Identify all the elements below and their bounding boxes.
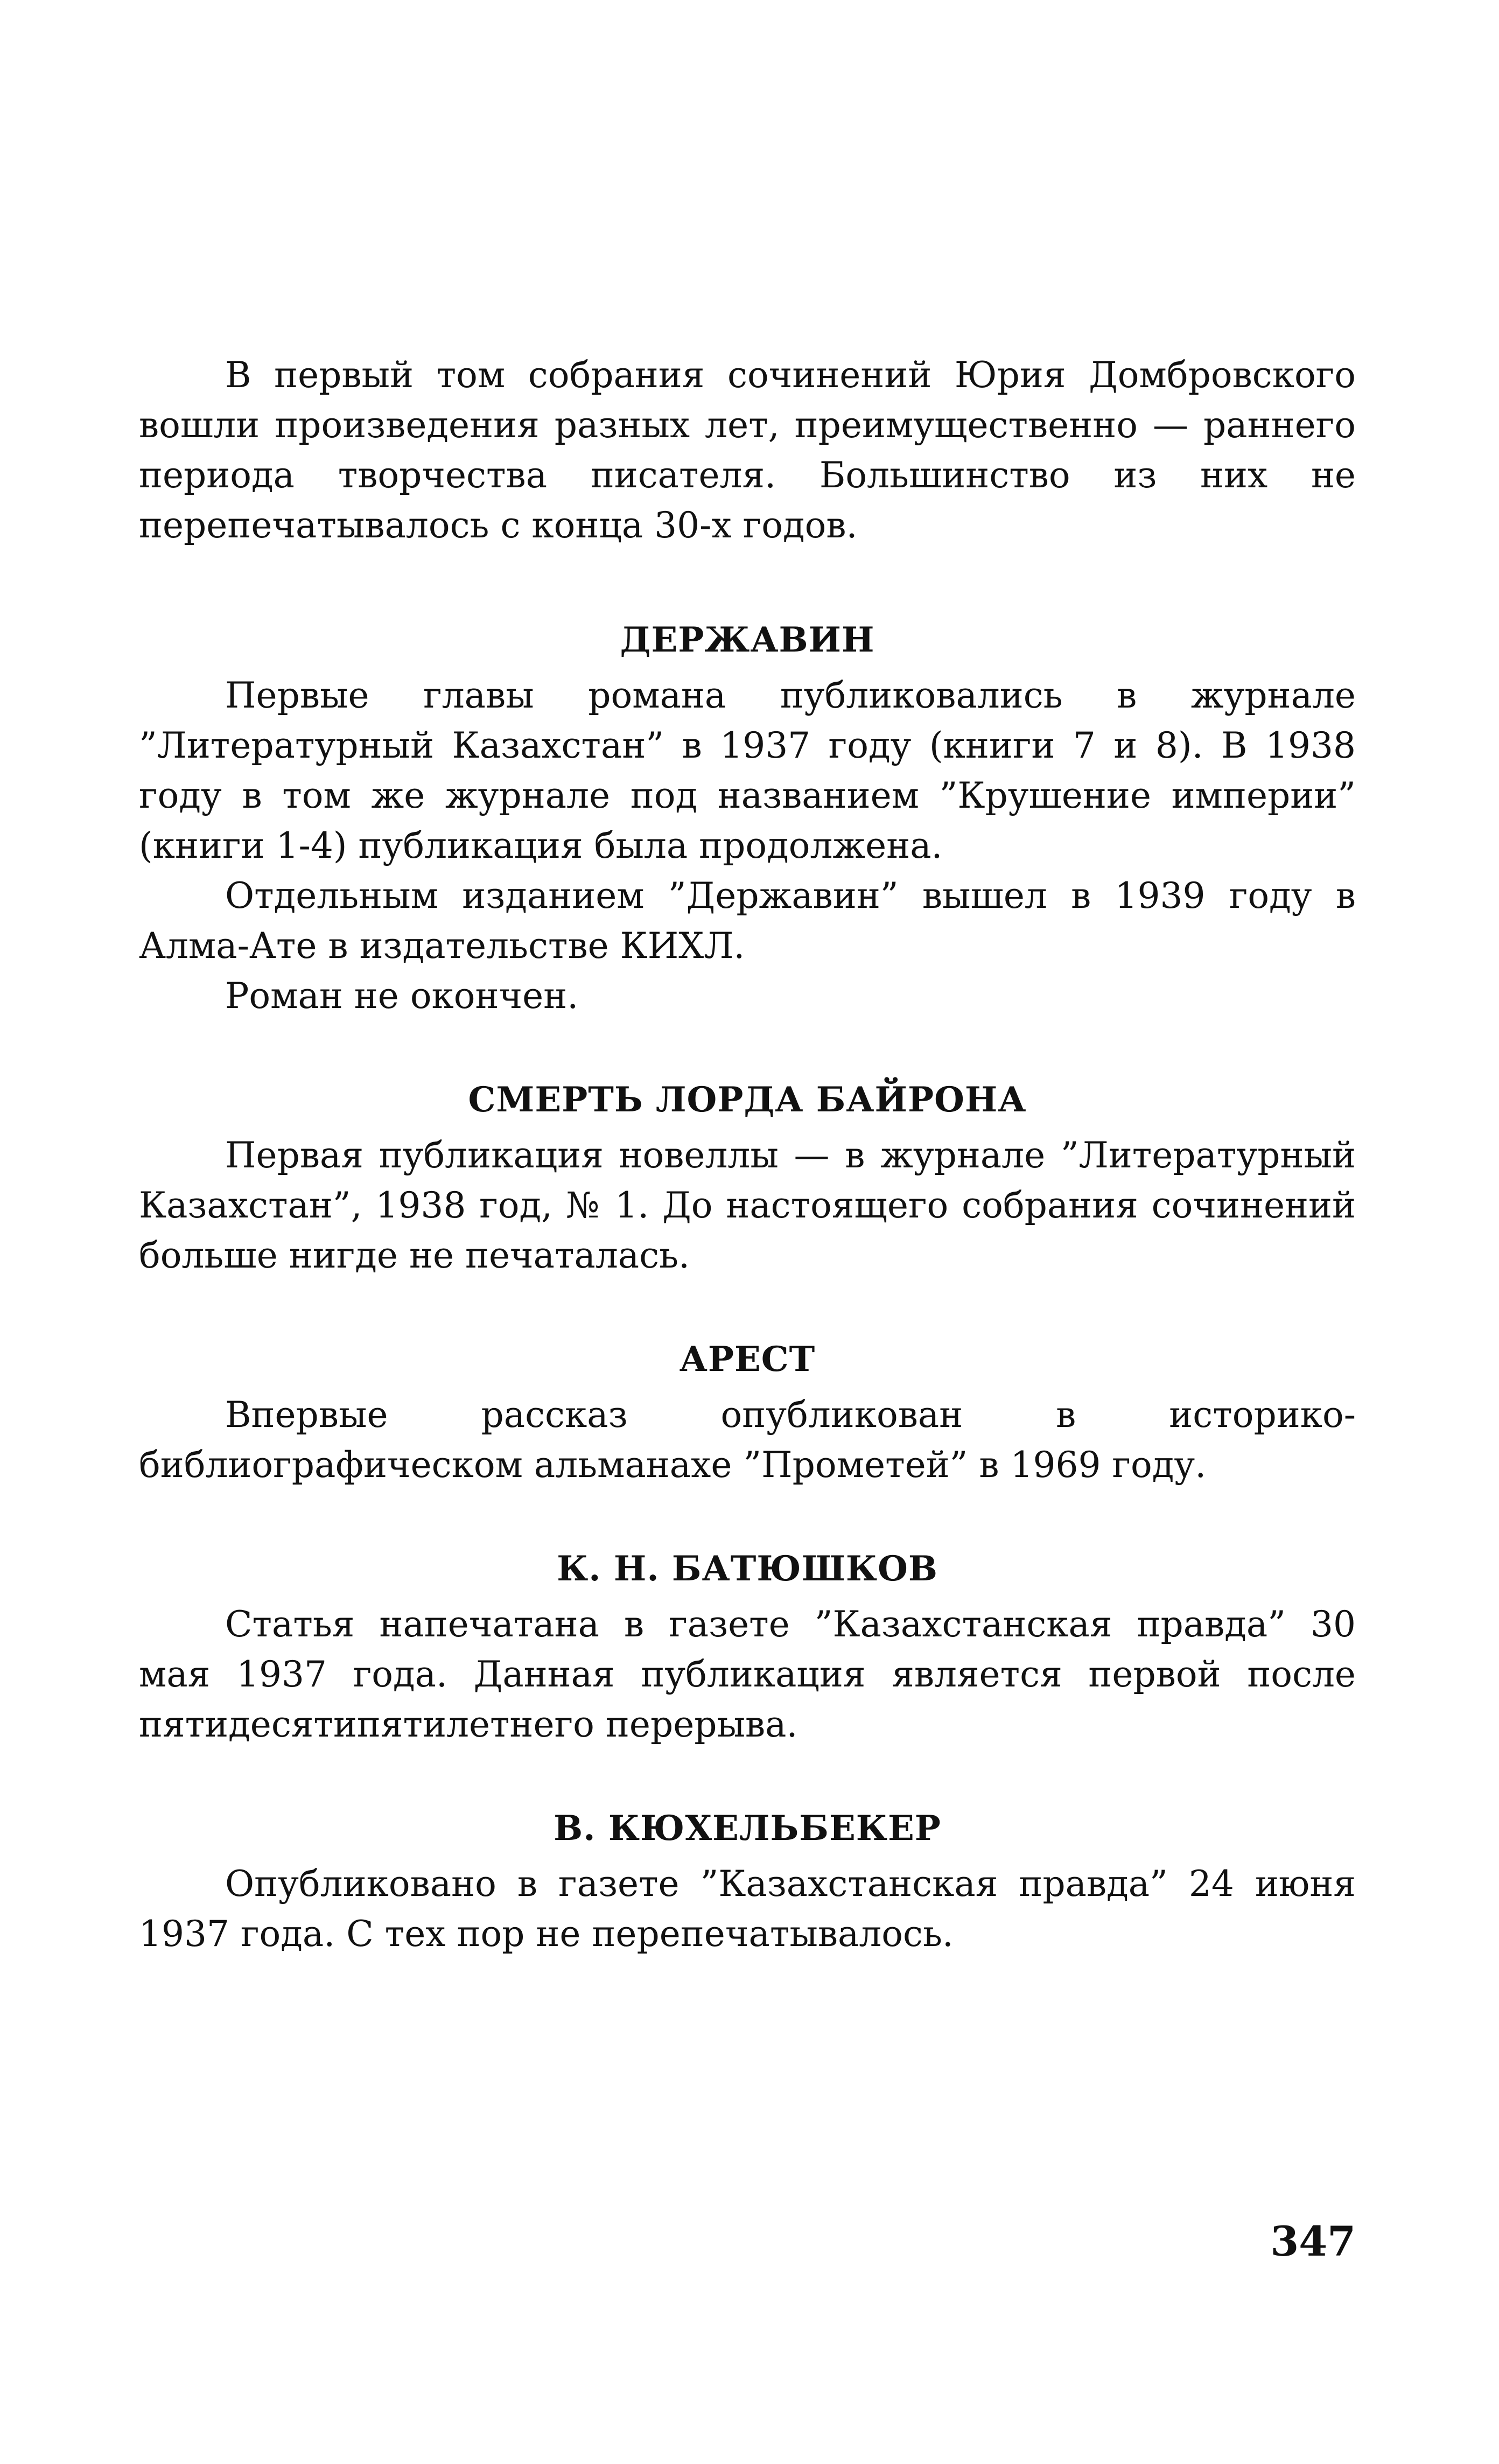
intro-paragraph: В первый том собрания сочинений Юрия Домбровского вошли произведения разных лет, преимущественно — раннего периода творчества писателя. Большинство из них не перепечатывалось с конца 30-х годов. bbox=[139, 354, 1356, 546]
section-spacer bbox=[139, 1749, 1356, 1803]
heading-spacer bbox=[139, 1853, 1356, 1859]
heading-spacer bbox=[139, 1384, 1356, 1390]
heading-spacer bbox=[139, 1594, 1356, 1599]
section-title-batyushkov: К. Н. БАТЮШКОВ bbox=[557, 1549, 938, 1589]
section-spacer bbox=[139, 1280, 1356, 1334]
byron-paragraph-1: Первая публикация новеллы — в журнале ”Литературный Казахстан”, 1938 год, № 1. До настоящего собрания сочинений больше нигде не печаталась. bbox=[139, 1135, 1356, 1276]
page-number: 347 bbox=[1270, 2217, 1356, 2265]
arrest-paragraph-1: Впервые рассказ опубликован в историко-библиографическом альманахе ”Прометей” в 1969 году. bbox=[139, 1394, 1356, 1486]
derzhavin-paragraph-1: Первые главы романа публиковались в журнале ”Литературный Казахстан” в 1937 году (книги 7 и 8). В 1938 году в том же журнале под названием ”Крушение империи” (книги 1-4) публикация была продолжена. bbox=[139, 675, 1356, 866]
section-spacer bbox=[139, 1490, 1356, 1544]
section-title-byron: СМЕРТЬ ЛОРДА БАЙРОНА bbox=[468, 1080, 1027, 1120]
heading-spacer bbox=[139, 665, 1356, 670]
heading-spacer bbox=[139, 1125, 1356, 1130]
batyushkov-paragraph-1: Статья напечатана в газете ”Казахстанская правда” 30 мая 1937 года. Данная публикация является первой после пятидесятипятилетнего перерыва. bbox=[139, 1604, 1356, 1745]
derzhavin-paragraph-2: Отдельным изданием ”Державин” вышел в 1939 году в Алма-Ате в издательстве КИХЛ. bbox=[139, 875, 1356, 967]
section-spacer bbox=[139, 1021, 1356, 1075]
page-content bbox=[139, 350, 1356, 1959]
section-title-kyukhelbeker: В. КЮХЕЛЬБЕКЕР bbox=[554, 1808, 941, 1849]
section-title-derzhavin: ДЕРЖАВИН bbox=[620, 620, 875, 660]
kyukhelbeker-paragraph-1: Опубликовано в газете ”Казахстанская правда” 24 июня 1937 года. С тех пор не перепечатывалось. bbox=[139, 1863, 1356, 1955]
section-title-arrest: АРЕСТ bbox=[679, 1339, 816, 1380]
section-spacer bbox=[139, 550, 1356, 615]
derzhavin-paragraph-3: Роман не окончен. bbox=[225, 975, 579, 1017]
